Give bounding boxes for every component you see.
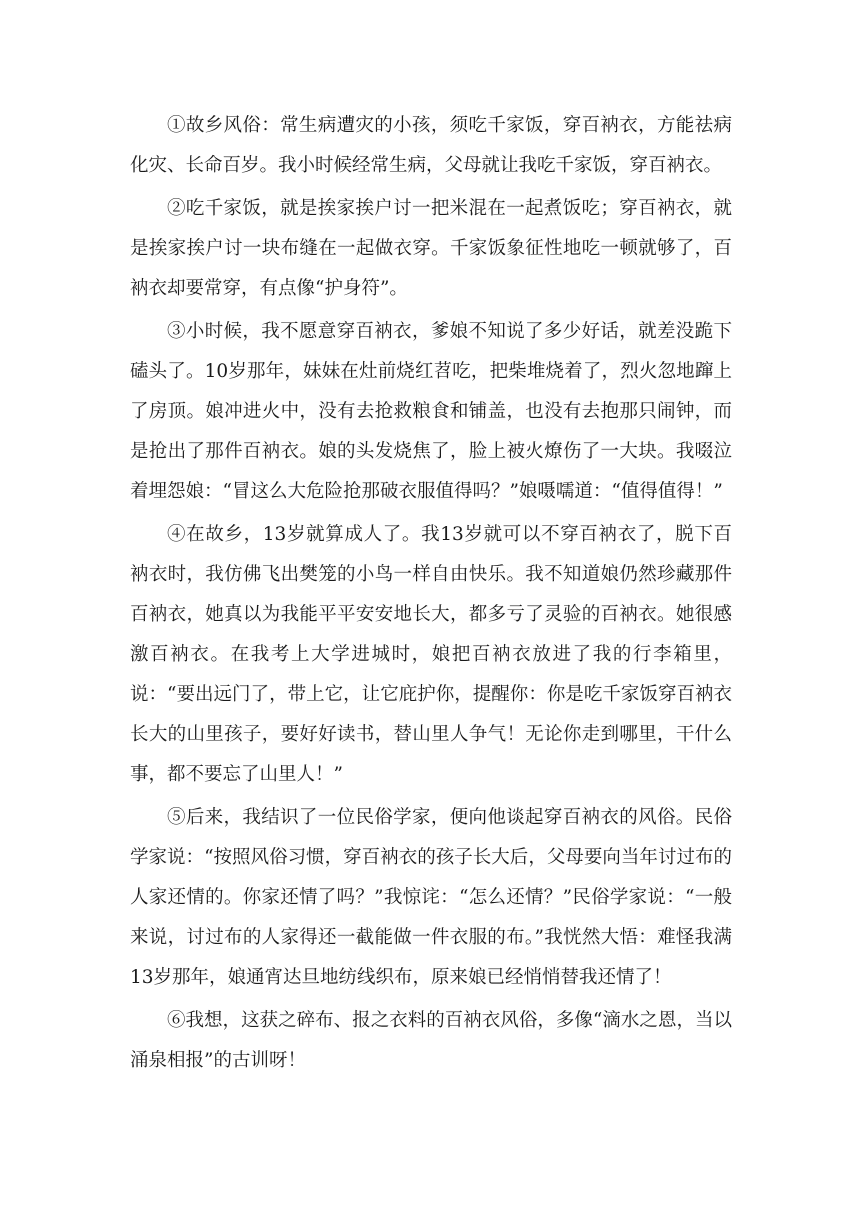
paragraph-2: ②吃千家饭，就是挨家挨户讨一把米混在一起煮饭吃；穿百衲衣，就是挨家挨户讨一块布缝在一起做衣穿。千家饭象征性地吃一顿就够了，百衲衣却要常穿，有点像“护身符”。 bbox=[130, 198, 732, 299]
paragraph-6: ⑥我想，这获之碎布、报之衣料的百衲衣风俗，多像“滴水之恩，当以涌泉相报”的古训呀！ bbox=[130, 1010, 732, 1071]
paragraph-4: ④在故乡，13岁就算成人了。我13岁就可以不穿百衲衣了，脱下百衲衣时，我仿佛飞出樊笼的小鸟一样自由快乐。我不知道娘仍然珍藏那件百衲衣，她真以为我能平平安安地长大，都多亏了灵验的百衲衣。她很感激百衲衣。在我考上大学进城时，娘把百衲衣放进了我的行李箱里，说：“要出远门了，带上它，让它庇护你，提醒你：你是吃千家饭穿百衲衣长大的山里孩子，要好好读书，替山里人争气！无论你走到哪里，干什么事，都不要忘了山里人！” bbox=[130, 524, 732, 785]
paragraph-3: ③小时候，我不愿意穿百衲衣，爹娘不知说了多少好话，就差没跪下磕头了。10岁那年，妹妹在灶前烧红苕吃，把柴堆烧着了，烈火忽地蹿上了房顶。娘冲进火中，没有去抢救粮食和铺盖，也没有去抱那只闹钟，而是抢出了那件百衲衣。娘的头发烧焦了，脸上被火燎伤了一大块。我啜泣着埋怨娘：“冒这么大危险抢那破衣服值得吗？”娘嗫嚅道：“值得值得！” bbox=[130, 321, 732, 502]
paragraph-5: ⑤后来，我结识了一位民俗学家，便向他谈起穿百衲衣的风俗。民俗学家说：“按照风俗习惯，穿百衲衣的孩子长大后，父母要向当年讨过布的人家还情的。你家还情了吗？”我惊诧：“怎么还情？”民俗学家说：“一般来说，讨过布的人家得还一截能做一件衣服的布。”我恍然大悟：难怪我满13岁那年，娘通宵达旦地纺线织布，原来娘已经悄悄替我还情了！ bbox=[130, 807, 732, 988]
article-body bbox=[130, 106, 732, 1081]
paragraph-1: ①故乡风俗：常生病遭灾的小孩，须吃千家饭，穿百衲衣，方能祛病化灾、长命百岁。我小时候经常生病，父母就让我吃千家饭，穿百衲衣。 bbox=[130, 115, 732, 176]
